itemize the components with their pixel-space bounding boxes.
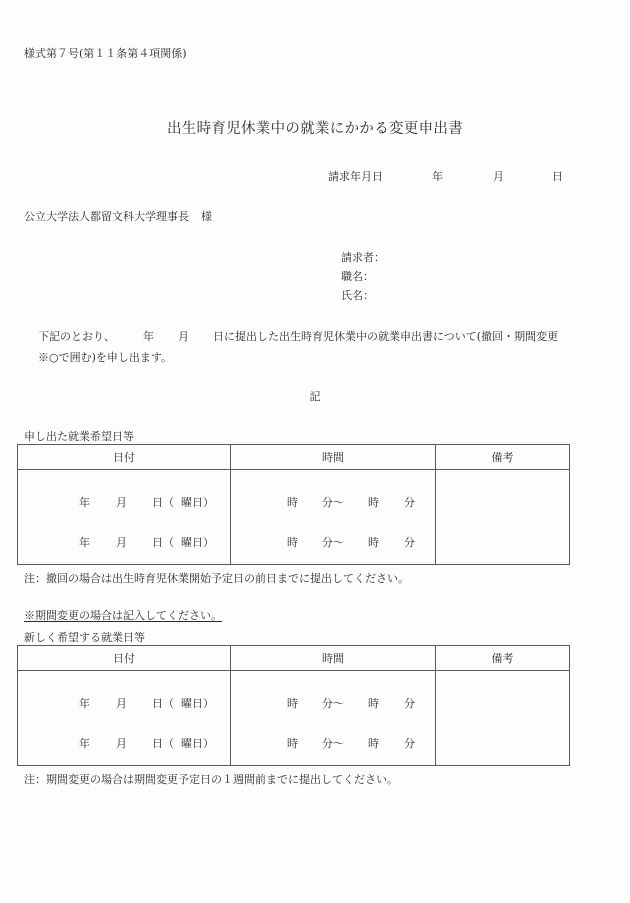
time-end-hour: 時 [368, 536, 379, 549]
time-cell[interactable] [231, 671, 436, 766]
header-date: 日付 [18, 445, 231, 470]
time-end-hour: 時 [368, 737, 379, 750]
date-day: 日（ [152, 697, 174, 710]
section2-footnote: 注：期間変更の場合は期間変更予定日の１週間前までに提出してください。 [24, 773, 398, 786]
date-weekday: 曜日） [181, 496, 214, 509]
addressee [24, 208, 212, 224]
header-remarks: 備考 [436, 646, 570, 671]
applicant-block [341, 248, 385, 305]
time-end-minute: 分 [404, 697, 415, 710]
remarks-cell[interactable] [436, 470, 570, 565]
date-year: 年 [79, 737, 90, 750]
addressee-honorific: 様 [201, 210, 212, 223]
time-start-hour: 時 [287, 536, 298, 549]
addressee-name: 公立大学法人都留文科大学理事長 [24, 210, 189, 223]
date-month: 月 [116, 536, 127, 549]
position-label: 職名： [341, 270, 374, 283]
date-day: 日（ [152, 496, 174, 509]
table-body-row [18, 470, 570, 565]
time-start-minute: 分～ [322, 737, 344, 750]
date-day: 日（ [152, 737, 174, 750]
time-start-minute: 分～ [322, 536, 344, 549]
section1-footnote: 注：撤回の場合は出生時育児休業開始予定日の前日までに提出してください。 [24, 572, 409, 585]
time-cell[interactable] [231, 470, 436, 565]
date-month: 月 [116, 737, 127, 750]
time-start-minute: 分～ [322, 697, 344, 710]
date-year: 年 [79, 536, 90, 549]
date-year: 年 [79, 697, 90, 710]
date-weekday: 曜日） [181, 697, 214, 710]
body-month: 月 [178, 330, 189, 343]
ki-heading: 記 [309, 390, 321, 403]
body-suffix: 日に提出した出生時育児休業中の就業申出書について(撤回・期間変更 [213, 330, 559, 343]
date-month: 月 [116, 496, 127, 509]
table-header-row [18, 445, 570, 470]
date-cell[interactable] [18, 671, 231, 766]
time-start-minute: 分～ [322, 496, 344, 509]
time-end-hour: 時 [368, 496, 379, 509]
time-end-minute: 分 [404, 737, 415, 750]
body-prefix: 下記のとおり、 [38, 330, 115, 343]
date-year: 年 [79, 496, 90, 509]
header-date: 日付 [18, 646, 231, 671]
table-header-row [18, 646, 570, 671]
date-weekday: 曜日） [181, 737, 214, 750]
section2-note: ※期間変更の場合は記入してください。 [24, 609, 222, 622]
date-weekday: 曜日） [181, 536, 214, 549]
section1-label: 申し出た就業希望日等 [24, 430, 134, 443]
time-end-hour: 時 [368, 697, 379, 710]
request-date-day: 日 [552, 170, 563, 183]
body-text-line2: ※○で囲む)を申し出ます。 [38, 351, 173, 364]
section1-table [17, 444, 570, 565]
request-date-year: 年 [432, 170, 443, 183]
header-time: 時間 [231, 445, 436, 470]
time-start-hour: 時 [287, 697, 298, 710]
date-month: 月 [116, 697, 127, 710]
form-number: 様式第７号(第１１条第４項関係) [24, 47, 187, 60]
table-body-row [18, 671, 570, 766]
requester-label: 請求者： [341, 251, 385, 264]
time-end-minute: 分 [404, 496, 415, 509]
header-remarks: 備考 [436, 445, 570, 470]
time-start-hour: 時 [287, 737, 298, 750]
name-label: 氏名： [341, 289, 374, 302]
section2-table [17, 645, 570, 766]
time-end-minute: 分 [404, 536, 415, 549]
document-title: 出生時育児休業中の就業にかかる変更申出書 [167, 121, 463, 137]
header-time: 時間 [231, 646, 436, 671]
section2-label: 新しく希望する就業日等 [24, 631, 145, 644]
remarks-cell[interactable] [436, 671, 570, 766]
body-year: 年 [143, 330, 154, 343]
date-day: 日（ [152, 536, 174, 549]
date-cell[interactable] [18, 470, 231, 565]
time-start-hour: 時 [287, 496, 298, 509]
request-date-label: 請求年月日 [328, 170, 383, 183]
request-date-month: 月 [493, 170, 504, 183]
body-text-line1 [38, 328, 558, 344]
